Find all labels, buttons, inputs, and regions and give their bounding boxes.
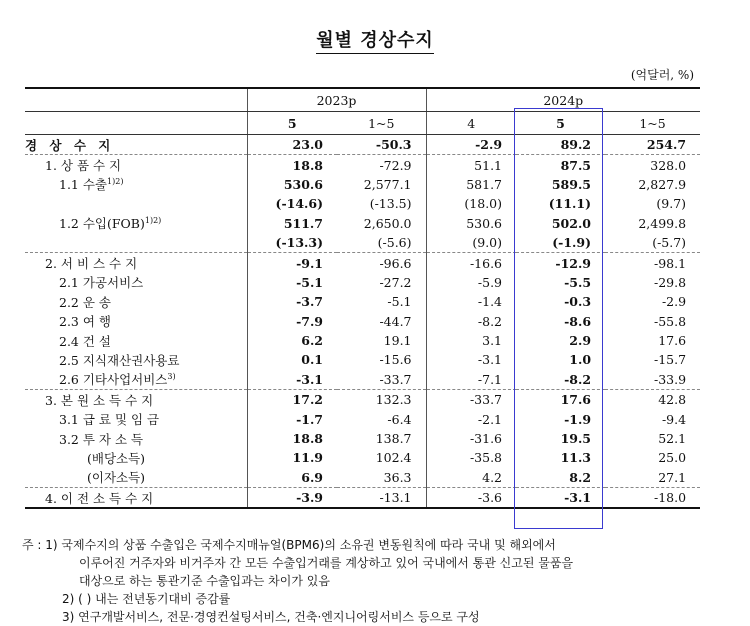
cell-value: 530.6 bbox=[426, 214, 516, 233]
cell-value: 17.6 bbox=[658, 333, 687, 349]
cell-value: 87.5 bbox=[516, 155, 605, 175]
cell-value: -3.9 bbox=[247, 488, 337, 509]
cell-value: -55.8 bbox=[653, 313, 687, 329]
cell-value: -7.1 bbox=[426, 370, 516, 390]
cell-value: -0.3 bbox=[564, 294, 592, 310]
table-row bbox=[25, 135, 700, 155]
row-label bbox=[25, 468, 247, 488]
cell-value: 4.2 bbox=[426, 468, 516, 488]
row-label bbox=[25, 135, 247, 155]
cell-value: -16.6 bbox=[426, 253, 516, 273]
cell-value: 2.9 bbox=[569, 333, 592, 349]
cell-value: 11.3 bbox=[560, 450, 592, 466]
table-row bbox=[25, 233, 700, 253]
cell-value: -2.1 bbox=[426, 409, 516, 428]
cell-value: (9.0) bbox=[426, 233, 516, 253]
table-row bbox=[25, 175, 700, 194]
footnote-line: 2) ( ) 내는 전년동기대비 증감률 bbox=[62, 592, 231, 606]
current-account-table bbox=[25, 87, 700, 509]
row-label-text: 2.4 건 설 bbox=[59, 333, 111, 349]
cell-value: 502.0 bbox=[551, 215, 592, 231]
cell-value: 36.3 bbox=[383, 469, 412, 485]
cell-value: 19.5 bbox=[560, 431, 592, 447]
row-label-text: 경 상 수 지 bbox=[25, 137, 115, 153]
cell-value: -1.9 bbox=[564, 411, 592, 427]
cell-value: -5.1 bbox=[387, 294, 412, 310]
cell-value: -15.6 bbox=[379, 352, 412, 368]
cell-value: 6.9 bbox=[247, 468, 337, 488]
footnotes bbox=[22, 536, 573, 626]
row-label-text: 3.1 급 료 및 임 금 bbox=[59, 412, 160, 428]
row-label bbox=[25, 233, 247, 253]
cell-value: 2,577.1 bbox=[363, 176, 412, 192]
cell-value: -44.7 bbox=[379, 313, 412, 329]
cell-value: -3.1 bbox=[516, 488, 605, 509]
table-row bbox=[25, 390, 700, 410]
cell-value: (-1.9) bbox=[552, 235, 592, 251]
cell-value: (-14.6) bbox=[247, 194, 337, 213]
cell-value: 52.1 bbox=[658, 431, 687, 447]
header-blank-2 bbox=[25, 112, 247, 135]
cell-value: 18.8 bbox=[247, 155, 337, 175]
cell-value: 0.1 bbox=[247, 350, 337, 369]
row-label bbox=[25, 214, 247, 233]
cell-value: -33.9 bbox=[653, 371, 687, 387]
row-label bbox=[25, 312, 247, 331]
cell-value: 3.1 bbox=[426, 331, 516, 350]
cell-value: -50.3 bbox=[375, 137, 412, 153]
cell-value: 530.6 bbox=[247, 175, 337, 194]
footnote-mark: 1)2) bbox=[107, 177, 124, 187]
table-row bbox=[25, 214, 700, 233]
cell-value: -8.2 bbox=[564, 371, 592, 387]
row-label-text: 1.2 수입(FOB) bbox=[59, 216, 145, 232]
row-label-text: 3. 본 원 소 득 수 지 bbox=[45, 392, 154, 408]
cell-value: -98.1 bbox=[605, 253, 700, 273]
cell-value: -72.9 bbox=[337, 155, 426, 175]
cell-value: 2,827.9 bbox=[638, 176, 687, 192]
row-label-text: (배당소득) bbox=[87, 450, 146, 466]
cell-value: -18.0 bbox=[605, 488, 700, 509]
cell-value: (-5.6) bbox=[377, 235, 412, 251]
cell-value: -3.6 bbox=[426, 488, 516, 509]
cell-value: 11.9 bbox=[247, 448, 337, 467]
footnote-line: 대상으로 하는 통관기준 수출입과는 차이가 있음 bbox=[79, 574, 330, 588]
cell-value: 581.7 bbox=[426, 175, 516, 194]
cell-value: -7.9 bbox=[247, 312, 337, 331]
col-header: 1~5 bbox=[337, 112, 426, 135]
table-row bbox=[25, 273, 700, 292]
cell-value: 102.4 bbox=[375, 450, 412, 466]
row-label bbox=[25, 370, 247, 390]
col-header: 4 bbox=[426, 112, 516, 135]
row-label bbox=[25, 253, 247, 273]
cell-value: -2.9 bbox=[426, 135, 516, 155]
header-year-2024: 2024p bbox=[426, 88, 700, 112]
cell-value: 19.1 bbox=[383, 333, 412, 349]
row-label-text: 3.2 투 자 소 득 bbox=[59, 431, 144, 447]
footnote-line: 주 : 1) 국제수지의 상품 수출입은 국제수지매뉴얼(BPM6)의 소유권 변동원칙에 따라 국내 및 해외에서 bbox=[22, 538, 556, 552]
row-label bbox=[25, 448, 247, 467]
table-row bbox=[25, 194, 700, 213]
cell-value: 51.1 bbox=[426, 155, 516, 175]
cell-value: -31.6 bbox=[426, 429, 516, 448]
cell-value: -5.9 bbox=[426, 273, 516, 292]
cell-value: 17.6 bbox=[516, 390, 605, 410]
cell-value: 2,650.0 bbox=[363, 215, 412, 231]
footnote-mark: 1)2) bbox=[144, 216, 162, 226]
cell-value: -8.2 bbox=[426, 312, 516, 331]
cell-value: -15.7 bbox=[653, 352, 687, 368]
col-header: 5 bbox=[247, 112, 337, 135]
cell-value: 328.0 bbox=[605, 155, 700, 175]
row-label bbox=[25, 194, 247, 213]
row-label bbox=[25, 409, 247, 428]
cell-value: 511.7 bbox=[247, 214, 337, 233]
footnote-mark: 3) bbox=[167, 372, 176, 382]
cell-value: -33.7 bbox=[379, 371, 412, 387]
row-label-text: 2.5 지식재산권사용료 bbox=[59, 352, 180, 368]
cell-value: 6.2 bbox=[247, 331, 337, 350]
cell-value: 23.0 bbox=[247, 135, 337, 155]
page-title: 월별 경상수지 bbox=[0, 26, 750, 52]
row-label bbox=[25, 488, 247, 509]
cell-value: -9.1 bbox=[247, 253, 337, 273]
unit-label: (억달러, %) bbox=[630, 68, 694, 82]
cell-value: 254.7 bbox=[646, 137, 687, 153]
cell-value: 27.1 bbox=[658, 469, 687, 485]
cell-value: (11.1) bbox=[548, 196, 592, 212]
header-blank bbox=[25, 88, 247, 112]
table-row bbox=[25, 488, 700, 509]
footnote-line: 3) 연구개발서비스, 전문·경영컨설팅서비스, 건축·엔지니어링서비스 등으로 구성 bbox=[62, 610, 480, 624]
cell-value: (-13.5) bbox=[369, 196, 412, 212]
cell-value: 8.2 bbox=[569, 469, 592, 485]
row-label-text: 1.1 수출 bbox=[59, 177, 108, 193]
cell-value: 2,499.8 bbox=[638, 215, 687, 231]
cell-value: -6.4 bbox=[387, 411, 412, 427]
table-row bbox=[25, 253, 700, 273]
cell-value: (-5.7) bbox=[652, 235, 687, 251]
cell-value: 1.0 bbox=[569, 352, 592, 368]
row-label-text: 1. 상 품 수 지 bbox=[45, 158, 122, 174]
table-row bbox=[25, 292, 700, 311]
cell-value: 17.2 bbox=[247, 390, 337, 410]
cell-value: -13.1 bbox=[337, 488, 426, 509]
col-header: 5 bbox=[516, 112, 605, 135]
cell-value: -33.7 bbox=[426, 390, 516, 410]
cell-value: -12.9 bbox=[516, 253, 605, 273]
cell-value: 138.7 bbox=[375, 431, 412, 447]
cell-value: -3.7 bbox=[247, 292, 337, 311]
row-label-text: 4. 이 전 소 득 수 지 bbox=[45, 490, 154, 506]
cell-value: -29.8 bbox=[653, 274, 687, 290]
cell-value: -27.2 bbox=[379, 274, 412, 290]
cell-value: -5.5 bbox=[564, 274, 592, 290]
cell-value: 18.8 bbox=[247, 429, 337, 448]
table-row bbox=[25, 448, 700, 467]
row-label-text: 2.6 기타사업서비스 bbox=[59, 372, 168, 388]
table-row bbox=[25, 331, 700, 350]
row-label bbox=[25, 429, 247, 448]
row-label bbox=[25, 292, 247, 311]
cell-value: -9.4 bbox=[661, 411, 687, 427]
row-label bbox=[25, 175, 247, 194]
cell-value: -2.9 bbox=[661, 294, 687, 310]
cell-value: 42.8 bbox=[605, 390, 700, 410]
table-row bbox=[25, 429, 700, 448]
table-row bbox=[25, 155, 700, 175]
header-year-2023: 2023p bbox=[247, 88, 426, 112]
cell-value: (9.7) bbox=[656, 196, 687, 212]
row-label bbox=[25, 273, 247, 292]
row-label-text: 2. 서 비 스 수 지 bbox=[45, 256, 138, 272]
row-label bbox=[25, 155, 247, 175]
footnote-line: 이루어진 거주자와 비거주자 간 모든 수출입거래를 계상하고 있어 국내에서 통관 신고된 물품을 bbox=[79, 556, 574, 570]
row-label-text: 2.2 운 송 bbox=[59, 294, 111, 310]
table-row bbox=[25, 468, 700, 488]
cell-value: -35.8 bbox=[426, 448, 516, 467]
cell-value: -1.4 bbox=[426, 292, 516, 311]
cell-value: -96.6 bbox=[337, 253, 426, 273]
cell-value: -8.6 bbox=[564, 313, 592, 329]
row-label bbox=[25, 390, 247, 410]
cell-value: 589.5 bbox=[551, 176, 592, 192]
row-label bbox=[25, 331, 247, 350]
cell-value: -1.7 bbox=[247, 409, 337, 428]
cell-value: -5.1 bbox=[247, 273, 337, 292]
table-row bbox=[25, 370, 700, 390]
row-label bbox=[25, 350, 247, 369]
cell-value: (18.0) bbox=[426, 194, 516, 213]
cell-value: -3.1 bbox=[247, 370, 337, 390]
cell-value: 25.0 bbox=[658, 450, 687, 466]
table-row bbox=[25, 350, 700, 369]
cell-value: 132.3 bbox=[337, 390, 426, 410]
table-row bbox=[25, 312, 700, 331]
cell-value: -3.1 bbox=[426, 350, 516, 369]
table-row bbox=[25, 409, 700, 428]
col-header: 1~5 bbox=[605, 112, 700, 135]
row-label-text: 2.3 여 행 bbox=[59, 314, 111, 330]
row-label-text: (이자소득) bbox=[87, 470, 146, 486]
cell-value: 89.2 bbox=[560, 137, 592, 153]
cell-value: (-13.3) bbox=[247, 233, 337, 253]
row-label-text: 2.1 가공서비스 bbox=[59, 275, 144, 291]
